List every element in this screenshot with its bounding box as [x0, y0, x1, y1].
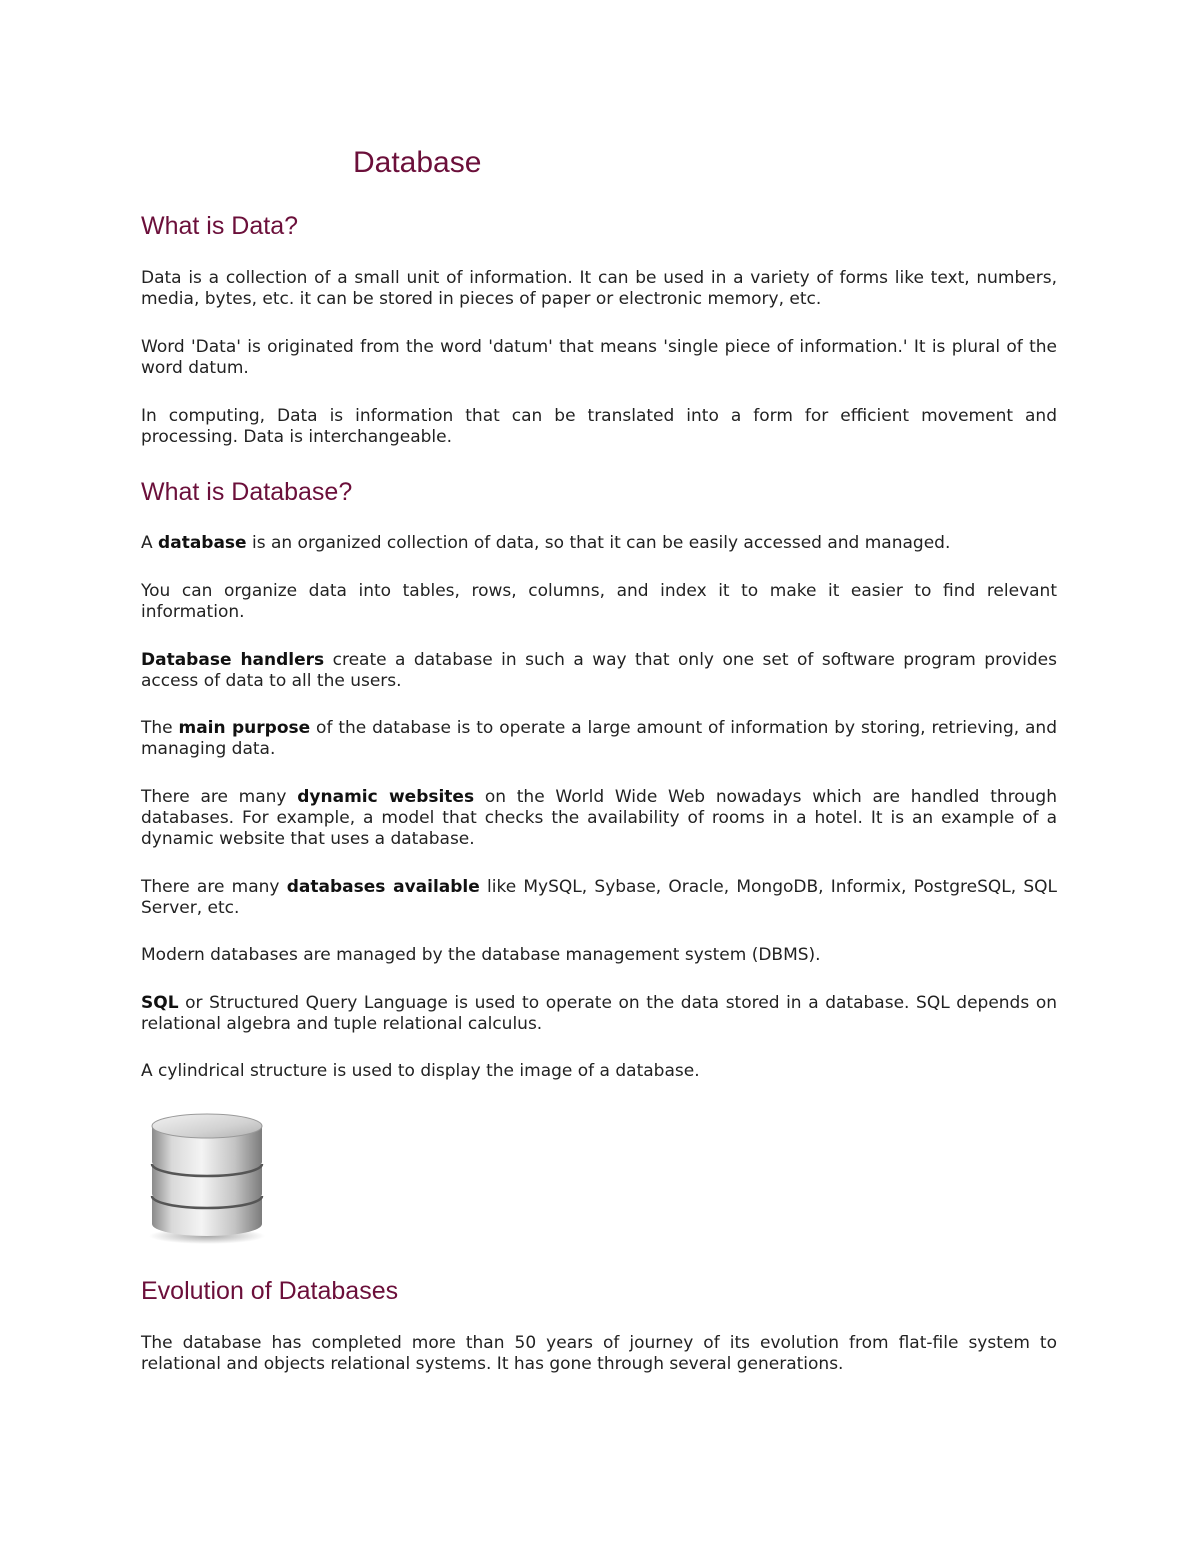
text-segment: or Structured Query Language is used to operate on the data stored in a database. SQL depends on relational algebra and tuple relational calculus.	[141, 993, 1057, 1034]
paragraph	[141, 533, 1057, 554]
bold-term: databases available	[286, 877, 480, 897]
text-segment: of the database is to operate a large amount of information by storing, retrieving, and managing data.	[141, 718, 1057, 759]
paragraph	[141, 993, 1057, 1035]
text-segment: The	[141, 718, 179, 738]
paragraph: Modern databases are managed by the database management system (DBMS).	[141, 945, 821, 965]
paragraph: Word 'Data' is originated from the word 'datum' that means 'single piece of information.' It is plural of the word datum.	[141, 337, 1057, 378]
text-segment: like MySQL, Sybase, Oracle, MongoDB, Informix, PostgreSQL, SQL Server, etc.	[141, 877, 1057, 918]
heading-what-is-data: What is Data?	[141, 212, 299, 240]
bold-term: main purpose	[178, 718, 311, 738]
text-segment: on the World Wide Web nowadays which are handled through databases. For example, a model that checks the availability of rooms in a hotel. It is an example of a dynamic website that uses a database.	[141, 787, 1057, 849]
paragraph: You can organize data into tables, rows, columns, and index it to make it easier to find relevant information.	[141, 581, 1057, 622]
paragraph: The database has completed more than 50 years of journey of its evolution from flat-file system to relational and objects relational systems. It has gone through several generations.	[141, 1333, 1057, 1374]
bold-term: Database handlers	[141, 650, 325, 670]
bold-term: dynamic websites	[297, 787, 475, 807]
bold-term: SQL	[141, 993, 179, 1013]
text-segment: A	[141, 533, 159, 553]
text-segment: is an organized collection of data, so that it can be easily accessed and managed.	[246, 533, 951, 553]
paragraph: A cylindrical structure is used to display the image of a database.	[141, 1061, 700, 1081]
paragraph: In computing, Data is information that can be translated into a form for efficient movement and processing. Data is interchangeable.	[141, 406, 1057, 447]
text-segment: create a database in such a way that only one set of software program provides access of data to all the users.	[141, 650, 1058, 691]
paragraph	[141, 650, 1057, 692]
heading-evolution-of-databases: Evolution of Databases	[141, 1277, 399, 1305]
paragraph	[141, 718, 1057, 760]
bold-term: database	[158, 533, 247, 553]
page-title: Database	[353, 146, 482, 179]
heading-what-is-database: What is Database?	[141, 478, 353, 506]
paragraph	[141, 877, 1057, 919]
paragraph	[141, 787, 1057, 850]
paragraph: Data is a collection of a small unit of information. It can be used in a variety of forms like text, numbers, media, bytes, etc. it can be stored in pieces of paper or electronic memory, etc.	[141, 268, 1057, 309]
text-segment: There are many	[141, 877, 287, 897]
database-cylinder-icon	[146, 1110, 268, 1245]
text-segment: There are many	[141, 787, 298, 807]
